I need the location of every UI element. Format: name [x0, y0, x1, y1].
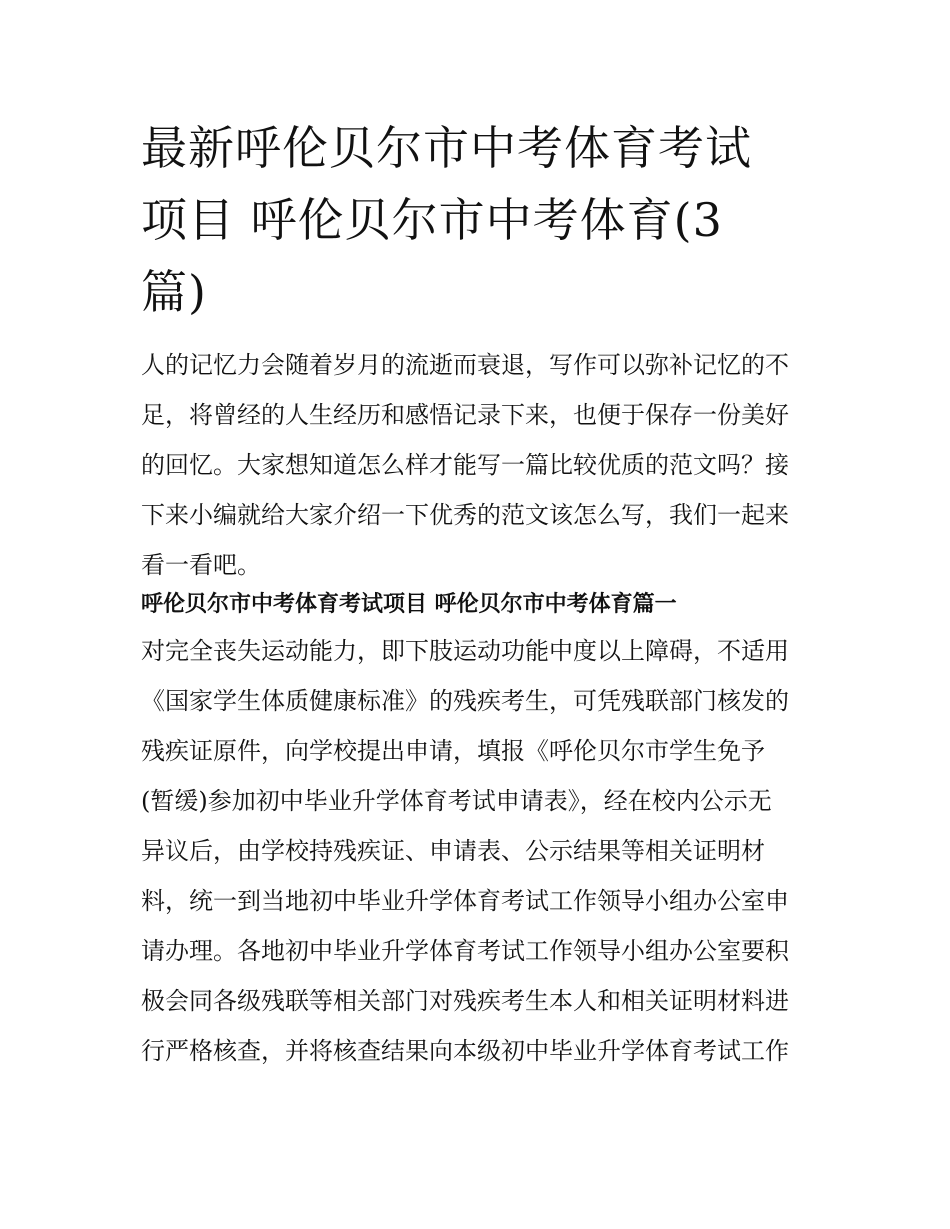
intro-line: 看一看吧。: [141, 551, 261, 579]
section-line: 请办理。各地初中毕业升学体育考试工作领导小组办公室要积: [141, 937, 789, 965]
intro-line: 人的记忆力会随着岁月的流逝而衰退，写作可以弥补记忆的不: [141, 351, 789, 379]
section-line: 行严格核查，并将核查结果向本级初中毕业升学体育考试工作: [141, 1037, 789, 1065]
section-paragraph: [141, 626, 816, 1076]
section-line: (暂缓)参加初中毕业升学体育考试申请表》，经在校内公示无: [141, 787, 772, 815]
intro-line: 下来小编就给大家介绍一下优秀的范文该怎么写，我们一起来: [141, 501, 789, 529]
intro-line: 足，将曾经的人生经历和感悟记录下来，也便于保存一份美好: [141, 401, 789, 429]
section-line: 对完全丧失运动能力，即下肢运动功能中度以上障碍，不适用: [141, 637, 789, 665]
section-line: 残疾证原件，向学校提出申请，填报《呼伦贝尔市学生免予: [141, 737, 765, 765]
section-line: 极会同各级残联等相关部门对残疾考生本人和相关证明材料进: [141, 987, 789, 1015]
intro-paragraph: [141, 340, 816, 590]
title-line: 最新呼伦贝尔市中考体育考试: [141, 121, 752, 175]
document-page: [141, 112, 816, 1076]
section-line: 异议后，由学校持残疾证、申请表、公示结果等相关证明材: [141, 837, 765, 865]
title-line: 项目 呼伦贝尔市中考体育(3: [141, 193, 723, 247]
title-line: 篇): [141, 265, 207, 319]
section-heading: 呼伦贝尔市中考体育考试项目 呼伦贝尔市中考体育篇一: [141, 591, 677, 617]
section-line: 《国家学生体质健康标准》的残疾考生，可凭残联部门核发的: [141, 687, 789, 715]
document-title: [141, 112, 816, 328]
section-line: 料，统一到当地初中毕业升学体育考试工作领导小组办公室申: [141, 887, 789, 915]
intro-line: 的回忆。大家想知道怎么样才能写一篇比较优质的范文吗？接: [141, 451, 789, 479]
